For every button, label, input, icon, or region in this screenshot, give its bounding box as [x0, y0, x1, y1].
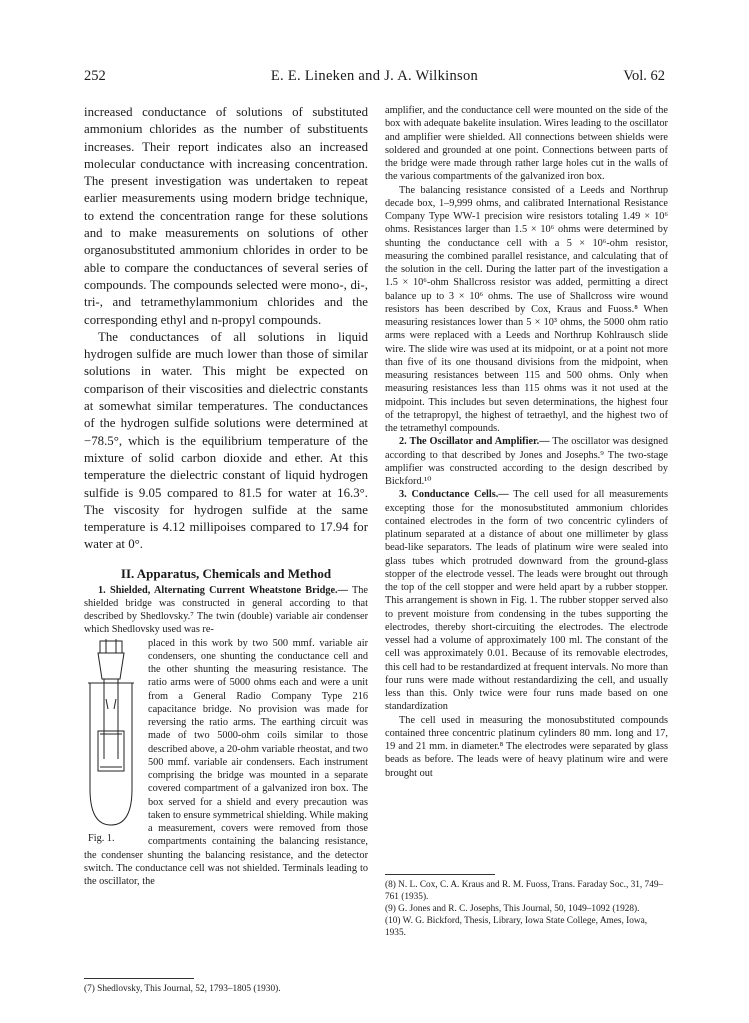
- footnote-9: (9) G. Jones and R. C. Josephs, This Journal, 50, 1049–1092 (1928).: [385, 904, 640, 914]
- footnote-rule: [385, 874, 495, 875]
- section-title: II. Apparatus, Chemicals and Method: [120, 565, 332, 581]
- footnote-8: (8) N. L. Cox, C. A. Kraus and R. M. Fuoss, Trans. Faraday Soc., 31, 749–761 (1935).: [385, 880, 664, 902]
- footnote-10: (10) W. G. Bickford, Thesis, Library, Iowa State College, Ames, Iowa, 1935.: [385, 916, 648, 938]
- oscillator-text: The oscillator was designed according to that described by Jones and Josephs.⁹ The two-stage amplifier was constructed according to the design described by Bickford.¹⁰: [385, 436, 668, 487]
- balancing-resistance-paragraph: The balancing resistance consisted of a Leeds and Northrup decade box, 1–9,999 ohms, and calibrated International Resistance Company Type WW-1 precision wire resistors totaling 1.49 × 10⁶ ohms. Resistances larger than 1.5 × 10⁶ ohms were determined by shunting the conductance cell with a 5 × 10⁶-ohm resistor, measuring the combined parallel resistance, and calculating that of the solution in the cell. During the latter part of the investigation a 1.5 × 10⁶-ohm Shallcross resistor was added, permitting a direct balance up to 3 × 10⁶ ohms. The use of Shallcross wire wound resistors has been described by Cox, Kraus and Fuoss.⁸ When measuring resistances lower than 5 × 10³ ohms, the 5000 ohm ratio arms were replaced with a Leeds and Northrup Kohlrausch slide wire. The slide wire was used at its midpoint, or at a point not more than five of its one thousand divisions from the midpoint, when measuring resistances between 115 and 500 ohms. Only when measuring resistances less than 115 ohms was it not used at the midpoint. This includes but seven determinations, the highest four of the tetrapropyl, the highest of tetraethyl, and the highest two of the tetramethyl compounds.: [385, 184, 668, 434]
- running-header: [84, 68, 665, 88]
- subsection-heading-oscillator: 2. The Oscillator and Amplifier.—: [399, 436, 550, 448]
- figure-1-caption: Fig. 1.: [88, 832, 115, 844]
- monosubstituted-cell-paragraph: The cell used in measuring the monosubstituted compounds contained three concentric platinum cylinders 80 mm. long and 17, 19 and 21 mm. in diameter.⁸ The electrodes were separated by glass beads as before. The leads were of heavy platinum wire and were brought out: [385, 714, 668, 779]
- running-head-authors: E. E. Lineken and J. A. Wilkinson: [270, 68, 479, 84]
- right-column: [385, 104, 668, 780]
- right-footnotes: [385, 868, 668, 939]
- left-footnotes: [84, 972, 368, 995]
- bridge-paragraph: [84, 584, 368, 637]
- bridge-text-continued: placed in this work by two 500 mmf. variable air condensers, one shunting the conductance cell and the other shunting the measuring resistance. The ratio arms were of 5000 ohms each and were a unit from a General Radio Company Type 216 capacitance bridge. No provision was made for reversing the ratio arms. The earthing circuit was made of two 5000-ohm coils similar to those described above, a 20-ohm variable rheostat, and two 500 mmf. variable air condensers. Each instrument comprising the bridge was mounted in a separate covered compartment of a galvanized iron box. The box served for a shield and every precaution was taken to ensure symmetrical shielding. While making a measurement, covers were removed from those compartments containing the balancing resistance, the condenser shunting the balancing resistance, and the detector switch. The conductance cell was not shielded. Terminals leading to the oscillator, the: [84, 637, 368, 888]
- left-column: [84, 104, 368, 888]
- conductance-cell-drawing: [86, 639, 140, 829]
- bridge-text-intro: The shielded bridge was constructed in general according to that described by Shedlovsky.⁷ The twin (double) variable air condenser which Shedlovsky used was re-: [84, 584, 368, 636]
- subsection-heading-bridge: 1. Shielded, Alternating Current Wheatstone Bridge.—: [98, 584, 348, 596]
- conductance-cells-text: The cell used for all measurements excepting those for the monosubstituted ammonium chlorides contained electrodes in the form of two concentric cylinders of platinum separated at a distance of about one millimeter by glass bead-like separators. The leads of platinum wire were sealed into glass tubes which protruded downward from the ground-glass stopper of the electrode vessel. The leads were brought out through the top of the cell stopper and were held apart by a rubber stopper. This arrangement is shown in Fig. 1. The rubber stopper served also to prevent moisture from condensing in the tubes supporting the electrodes, thereby short-circuiting the electrodes. The electrode vessel had a volume of approximately 100 ml. The constant of the cell was approximately 0.01. Because of its removable electrodes, this cell had to be restandardized at frequent intervals. No more than four runs were made without restandardizing the cell, and usually less than this. Only twice were four runs made based on one standardization: [385, 489, 668, 713]
- figure-1: [84, 639, 142, 849]
- oscillator-paragraph: [385, 435, 668, 488]
- subsection-heading-cells: 3. Conductance Cells.—: [399, 489, 509, 501]
- hydrogen-sulfide-paragraph: The conductances of all solutions in liquid hydrogen sulfide are much lower than those of similar solutions in water. This might be expected on comparison of their viscosities and dielectric constants at somewhat similar temperatures. The conductances of the hydrogen sulfide solutions were determined at −78.5°, which is the equilibrium temperature of the mixture of solid carbon dioxide and ether. At this temperature the dielectric constant of liquid hydrogen sulfide is 9.05 compared to 81.5 for water at 16.3°. The viscosity for hydrogen sulfide at the same temperature is 4.12 millipoises compared to 17.94 for water at 0°.: [84, 329, 368, 552]
- page-number: 252: [84, 68, 106, 84]
- footnote-rule: [84, 978, 194, 979]
- bridge-paragraph-continued: amplifier, and the conductance cell were mounted on the side of the box with adequate bakelite insulation. Wires leading to the oscillator and amplifier were shielded. All connections between shields were soldered and grounded at one point. Connections between parts of the bridge were made through rather large holes cut in the walls of the various compartments of the galvanized iron box.: [385, 105, 668, 183]
- conductance-cells-paragraph: [385, 488, 668, 713]
- footnote-7: (7) Shedlovsky, This Journal, 52, 1793–1805 (1930).: [84, 984, 281, 994]
- intro-paragraph-continued: increased conductance of solutions of substituted ammonium chlorides as the number of substituents increases. Their report indicates also an increased molecular conductance with increasing concentration. The present investigation was undertaken to repeat earlier measurements using modern bridge technique, to extend the concentration range for these solutions and to make measurements on solutions of other organosubstituted ammonium chlorides in order to be able to compare the conductances of several series of compounds. The compounds selected were mono-, di-, tri-, and tetramethylammonium chlorides and the corresponding ethyl and n-propyl compounds.: [84, 105, 368, 327]
- volume-label: Vol. 62: [623, 68, 665, 84]
